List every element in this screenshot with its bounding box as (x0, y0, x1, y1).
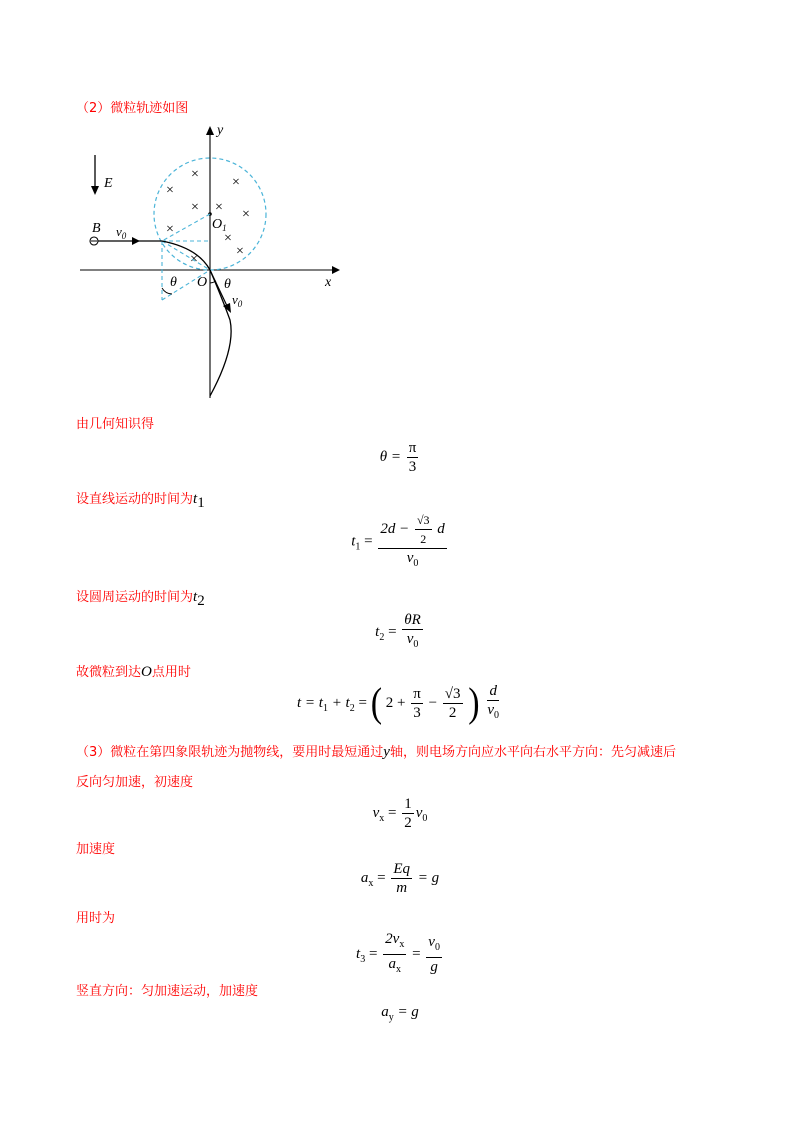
velocity-label-v0: $v_0$ (116, 224, 127, 241)
equation-total-time: $t = t_1 + t_2$ = ( 2 + $\frac{\pi}{3}$ − $\frac{√3}{2}$ ) $\frac{d}{v_0}$ (296, 680, 500, 726)
y-axis-label: y (217, 123, 224, 138)
svg-text:×: × (242, 207, 250, 222)
equation-ay: $a_y = g$ (381, 1004, 419, 1023)
svg-text:×: × (190, 252, 198, 267)
svg-text:×: × (191, 200, 199, 215)
line-acceleration: 加速度 (76, 842, 116, 857)
svg-text:×: × (166, 183, 174, 198)
trajectory-figure (70, 120, 350, 405)
equation-theta: θ = $\frac{\pi}{3}$ (379, 440, 417, 475)
svg-text:×: × (215, 200, 223, 215)
paragraph-3: （3）微粒在第四象限轨迹为抛物线，要用时最短通过y轴，则电场方向应水平向右水平方向：先匀减速后 反向匀加速，初速度 (76, 744, 676, 790)
line-time: 用时为 (76, 911, 116, 926)
line-t1: 设直线运动的时间为$t_1$ (76, 491, 205, 512)
svg-text:×: × (224, 231, 232, 246)
equation-t1: $t_1$ = 2d − $\frac{√3}{2}$ d $v_0$ (351, 513, 445, 569)
equation-t3: $t_3$ = $\frac{2v_x}{a_x}$ = $\frac{v_0}{g}$ (356, 931, 440, 975)
velocity-label-v0-down: $v_0$ (232, 292, 243, 309)
field-label-e: E (104, 176, 113, 191)
line-vertical: 竖直方向：匀加速运动，加速度 (76, 984, 259, 999)
svg-text:×: × (232, 175, 240, 190)
particle-label-b: B (92, 221, 101, 236)
center-label-o1: $O_1$ (212, 217, 227, 233)
angle-theta-right: θ (224, 277, 231, 292)
x-axis-label: x (325, 275, 332, 290)
svg-text:×: × (236, 244, 244, 259)
svg-text:×: × (191, 167, 199, 182)
magnetic-field-crosses (166, 167, 250, 267)
equation-vx: $v_x$ = $\frac{1}{2}$ $v_0$ (372, 796, 428, 831)
equation-ax: $a_x$ = $\frac{Eq}{m}$ = g (360, 861, 440, 896)
equation-t2: $t_2$ = $\frac{\theta R}{v_0}$ (375, 612, 421, 650)
line-reach-o: 故微粒到达O点用时 (76, 664, 191, 680)
angle-theta-left: θ (170, 275, 177, 290)
line-t2: 设圆周运动的时间为$t_2$ (76, 589, 205, 610)
line-geometry: 由几何知识得 (76, 417, 155, 432)
origin-label-o: O (197, 275, 208, 290)
section-heading-2: （2）微粒轨迹如图 (76, 101, 189, 116)
svg-text:×: × (166, 222, 174, 237)
